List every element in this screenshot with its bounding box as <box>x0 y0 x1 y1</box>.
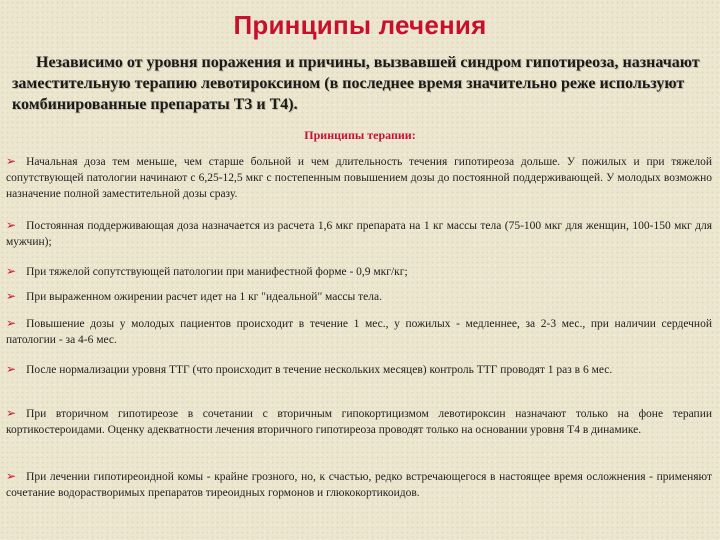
section-subtitle: Принципы терапии: <box>304 128 416 142</box>
list-item-text: При вторичном гипотиреозе в сочетании с вторичным гипокортицизмом левотироксин назначают только на фоне терапии кортикостероидами. Оценку адекватности лечения вторичного гипотиреоза проводят только на основании уровня Т4 в динамике. <box>6 408 712 436</box>
arrow-bullet-icon: ➢ <box>6 154 17 168</box>
list-item <box>6 361 712 378</box>
list-item-text: Повышение дозы у молодых пациентов происходит в течение 1 мес., у пожилых - медленнее, за 2-3 мес., при наличии сердечной патологии - за 4-6 мес. <box>6 318 712 346</box>
list-item-text: Постоянная поддерживающая доза назначается из расчета 1,6 мкг препарата на 1 кг массы тела (75-100 мкг для женщин, 100-150 мкг для мужчин); <box>6 220 712 248</box>
list-item-text: Начальная доза тем меньше, чем старше больной и чем длительность течения гипотиреоза дольше. У пожилых и при тяжелой сопутствующей патологии начинают с 6,25-12,5 мкг с постепенным повышением дозы до постоянной поддерживающей. У молодых возможно назначение полной заместительной дозы сразу. <box>6 156 712 200</box>
list-item <box>6 405 712 438</box>
list-item <box>6 288 712 305</box>
list-item <box>6 468 712 501</box>
arrow-bullet-icon: ➢ <box>6 316 17 330</box>
arrow-bullet-icon: ➢ <box>6 406 17 420</box>
list-item <box>6 315 712 348</box>
list-item-text: После нормализации уровня ТТГ (что происходит в течение нескольких месяцев) контроль ТТГ проводят 1 раз в 6 мес. <box>26 364 613 376</box>
arrow-bullet-icon: ➢ <box>6 289 17 303</box>
intro-paragraph: Независимо от уровня поражения и причины, вызвавшей синдром гипотиреоза, назначают заместительную терапию левотироксином (в последнее время значительно реже используют комбинированные препараты Т3 и Т4). <box>12 54 700 113</box>
list-item-text: При лечении гипотиреоидной комы - крайне грозного, но, к счастью, редко встречающегося в настоящее время осложнения - применяют сочетание водорастворимых препаратов тиреоидных гормонов и глюкокортикоидов. <box>6 471 712 499</box>
arrow-bullet-icon: ➢ <box>6 264 17 278</box>
list-item <box>6 217 712 250</box>
list-item <box>6 153 712 202</box>
list-item-text: При выраженном ожирении расчет идет на 1 кг "идеальной" массы тела. <box>26 291 382 303</box>
arrow-bullet-icon: ➢ <box>6 362 17 376</box>
arrow-bullet-icon: ➢ <box>6 469 17 483</box>
list-item <box>6 263 712 280</box>
slide-title: Принципы лечения <box>233 10 487 40</box>
arrow-bullet-icon: ➢ <box>6 218 17 232</box>
list-item-text: При тяжелой сопутствующей патологии при манифестной форме - 0,9 мкг/кг; <box>26 266 408 278</box>
